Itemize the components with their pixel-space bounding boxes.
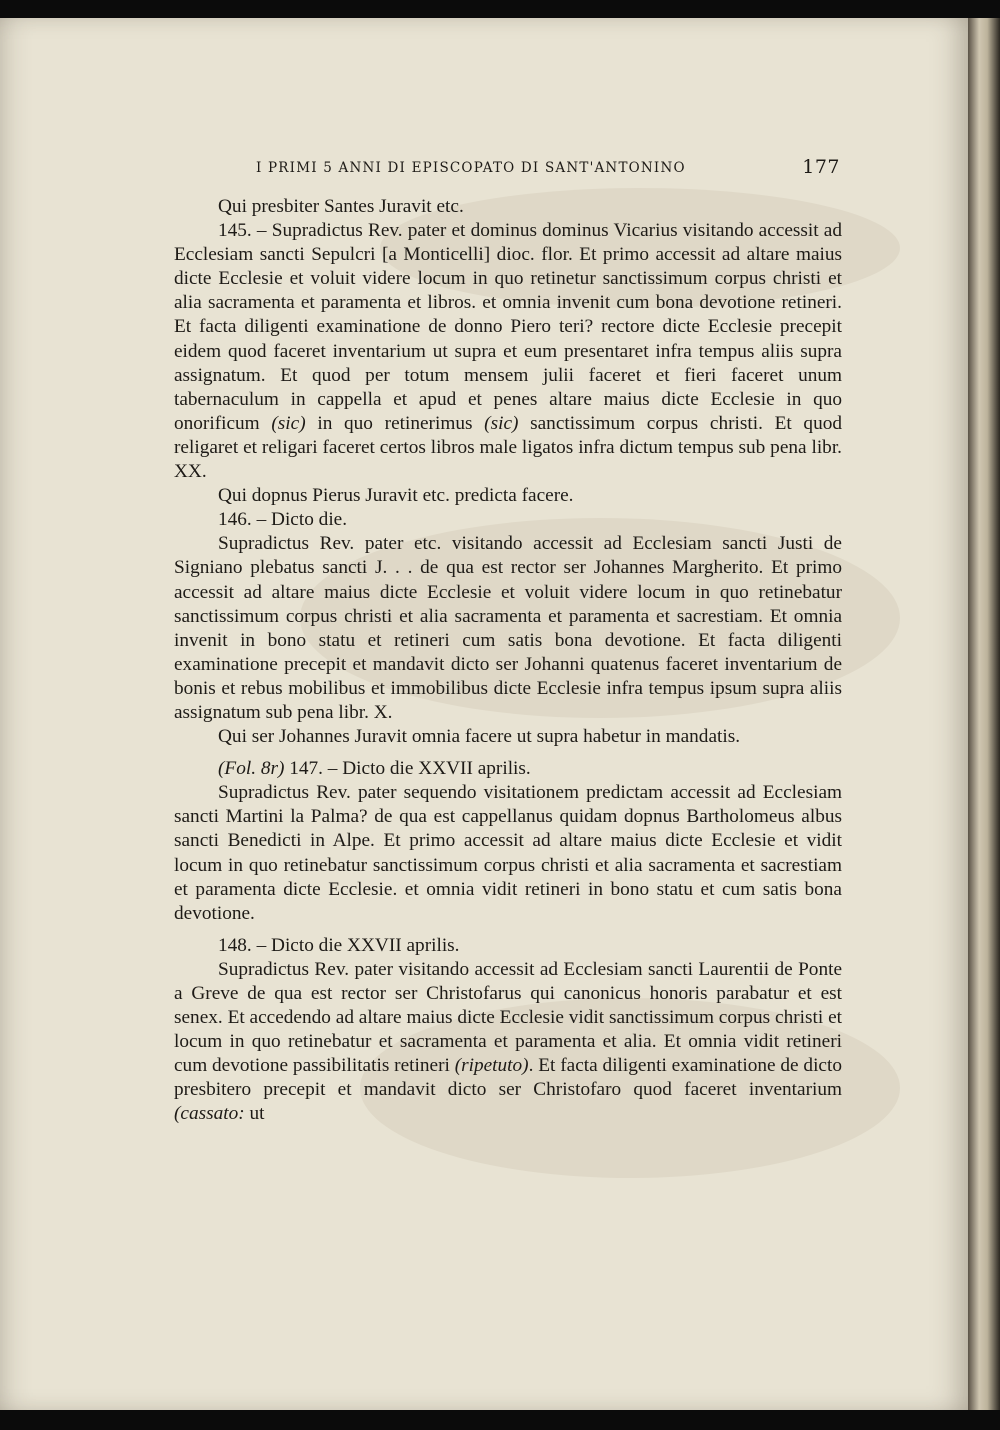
paragraph xyxy=(174,725,842,749)
paragraph-entry-148 xyxy=(174,958,842,1127)
folio-marker: (Fol. 8r) xyxy=(218,758,285,780)
paragraph-entry-147-heading xyxy=(174,757,842,781)
page-number: 177 xyxy=(802,156,840,178)
paragraph xyxy=(174,484,842,508)
editorial-note: (sic) xyxy=(271,412,306,434)
paragraph-text: Supradictus Rev. pater sequendo visitationem predictam accessit ad Ecclesiam sancti Martini la Palma? de qua est cappellanus quidam dopnus Bartholomeus albus sancti Benedicti in Alpe. Et primo accessit ad altare maius dicte Ecclesie et vidit locum in quo retinebatur sanctissimum corpus christi et alia sacramenta et sacrestiam et paramenta dicte Ecclesie. et omnia vidit retineri in bono statu et cum satis bona devotione. xyxy=(174,782,842,924)
paragraph xyxy=(174,195,842,219)
paragraph-text: Qui dopnus Pierus Juravit etc. predicta facere. xyxy=(218,485,574,507)
page-content xyxy=(174,140,842,1127)
paragraph-text: . Et facta diligenti examinatione de dicto presbitero precepit et mandavit dicto ser Christofaro quod faceret inventarium xyxy=(174,1055,842,1101)
paragraph-entry-146-heading xyxy=(174,508,842,532)
paragraph-text: Supradictus Rev. pater visitando accessit ad Ecclesiam sancti Laurentii de Ponte a Greve de qua est rector ser Christofarus qui canonicus honoris parabatur et est senex. Et accedendo ad altare maius dicte Ecclesie vidit sanctissimum corpus christi et locum in quo retinebatur et sacramenta et paramenta et alia. Et omnia vidit retineri cum devotione passibilitatis retineri xyxy=(174,958,842,1077)
paragraph-text: 147. – Dicto die XXVII aprilis. xyxy=(284,758,531,780)
paragraph-entry-146 xyxy=(174,532,842,725)
running-head-title: I PRIMI 5 ANNI DI EPISCOPATO DI SANT'ANTONINO xyxy=(256,160,686,176)
editorial-note: (cassato: xyxy=(174,1103,245,1125)
paragraph-text: ut xyxy=(244,1103,265,1125)
page-stack-edge xyxy=(968,18,1000,1410)
paragraph-text: 148. – Dicto die XXVII aprilis. xyxy=(218,934,460,956)
paragraph-text: sanctissimum corpus christi. Et quod religaret et religari faceret certos libros male ligatos infra dictum tempus sub pena libr. XX. xyxy=(174,412,842,483)
running-head xyxy=(174,140,842,180)
editorial-note: (sic) xyxy=(484,412,519,434)
paragraph-text: Qui presbiter Santes Juravit etc. xyxy=(218,196,464,217)
paragraph-text: in quo retinerimus xyxy=(305,412,485,434)
editorial-note: (ripetuto) xyxy=(454,1055,529,1077)
paragraph-text: 146. – Dicto die. xyxy=(218,509,348,531)
paragraph-text: 145. – Supradictus Rev. pater et dominus dominus Vicarius visitando accessit ad Ecclesiam sancti Sepulcri [a Monticelli] dioc. flor. Et primo accessit ad altare maius dicte Ecclesie et voluit videre locum in quo retinetur sanctissimum corpus christi et alia sacramenta et paramenta et libros. et omnia invenit cum bona devotione retineri. Et facta diligenti examinatione de donno Piero teri? rectore dicte Ecclesie precepit eidem quod faceret inventarium ut supra et eum presentaret infra tempus aliis supra assignatum. Et quod per totum mensem julii faceret et fieri faceret unum tabernaculum in cappella et apud et penes altare maius dicte Ecclesie in quo onorificum xyxy=(174,220,842,434)
paragraph-text: Qui ser Johannes Juravit omnia facere ut supra habetur in mandatis. xyxy=(218,726,741,748)
paragraph-text: Supradictus Rev. pater etc. visitando accessit ad Ecclesiam sancti Justi de Signiano plebatus sancti J. . . de qua est rector ser Johannes Margherito. Et primo accessit ad altare maius dicte Ecclesie et voluit videre locum in quo retinebatur sanctissimum corpus christi et alia sacramenta et paramenta et sacrestiam. Et omnia invenit in bono statu et retineri cum satis bona devotione. Et facta diligenti examinatione precepit et mandavit dicto ser Johanni quatenus faceret inventarium de bonis et rebus mobilibus et immobilibus dicte Ecclesie infra tempus ipsum supra aliis assignatum sub pena libr. X. xyxy=(174,533,842,723)
paragraph-entry-145 xyxy=(174,219,842,484)
paragraph-entry-147 xyxy=(174,781,842,926)
paragraph-entry-148-heading xyxy=(174,934,842,958)
body-text xyxy=(174,195,842,1127)
